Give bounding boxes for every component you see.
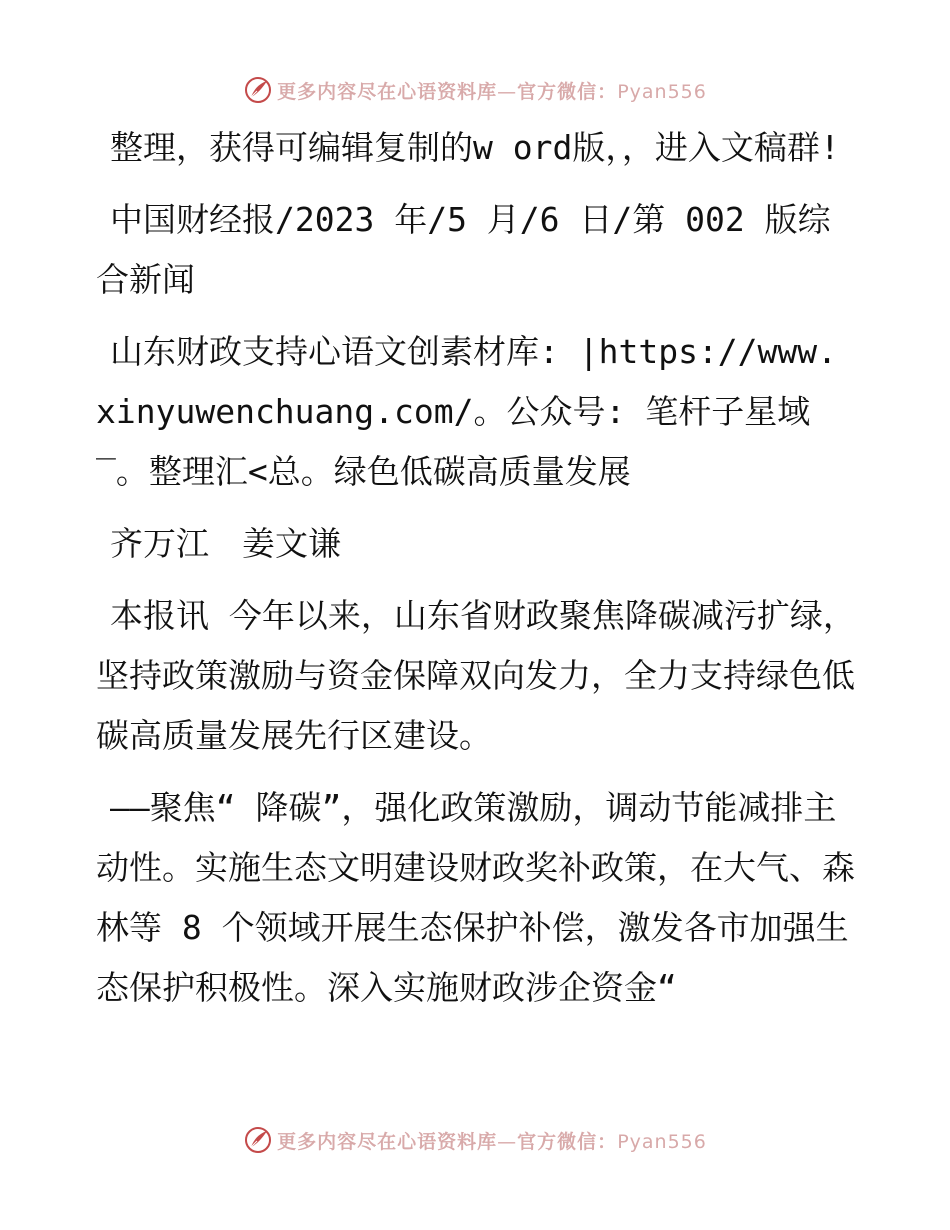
banner-wechat-id: Pyan556	[617, 1130, 707, 1153]
paragraph-authors: 齐万江 姜文谦	[110, 524, 341, 563]
banner-site-name: 更多内容尽在心语资料库	[277, 80, 498, 103]
paragraph-body: ——聚焦“ 降碳”，强化政策激励，调动节能减排主动性。实施生态文明建设财政奖补政策，在大气、森林等 8 个领域开展生态保护补偿，激发各市加强生态保护积极性。深入实施财政涉企资金“	[96, 788, 855, 1007]
paragraph-note: 整理，获得可编辑复制的w ord版，，进入文稿群!	[110, 128, 840, 167]
feather-pen-logo-icon	[243, 75, 273, 105]
banner-official-label: 官方微信：	[517, 80, 618, 103]
document-body	[96, 118, 856, 1030]
banner-dash: —	[497, 1130, 518, 1153]
banner-text	[277, 1127, 707, 1154]
banner-dash: —	[497, 80, 518, 103]
banner-text	[277, 77, 707, 104]
paragraph-source: 中国财经报/2023 年/5 月/6 日/第 002 版综合新闻	[96, 200, 831, 299]
banner-official-label: 官方微信：	[517, 1130, 618, 1153]
footer-watermark-banner	[0, 1120, 950, 1160]
feather-pen-logo-icon	[243, 1125, 273, 1155]
banner-wechat-id: Pyan556	[617, 80, 707, 103]
paragraph-lead: 本报讯 今年以来，山东省财政聚焦降碳减污扩绿，坚持政策激励与资金保障双向发力，全力支持绿色低碳高质量发展先行区建设。	[96, 596, 856, 755]
paragraph-title: 山东财政支持心语文创素材库: |https://www.xinyuwenchuang.com/。公众号: 笔杆子星域‾。整理汇<总。绿色低碳高质量发展	[96, 332, 838, 491]
banner-site-name: 更多内容尽在心语资料库	[277, 1130, 498, 1153]
header-watermark-banner	[0, 70, 950, 110]
